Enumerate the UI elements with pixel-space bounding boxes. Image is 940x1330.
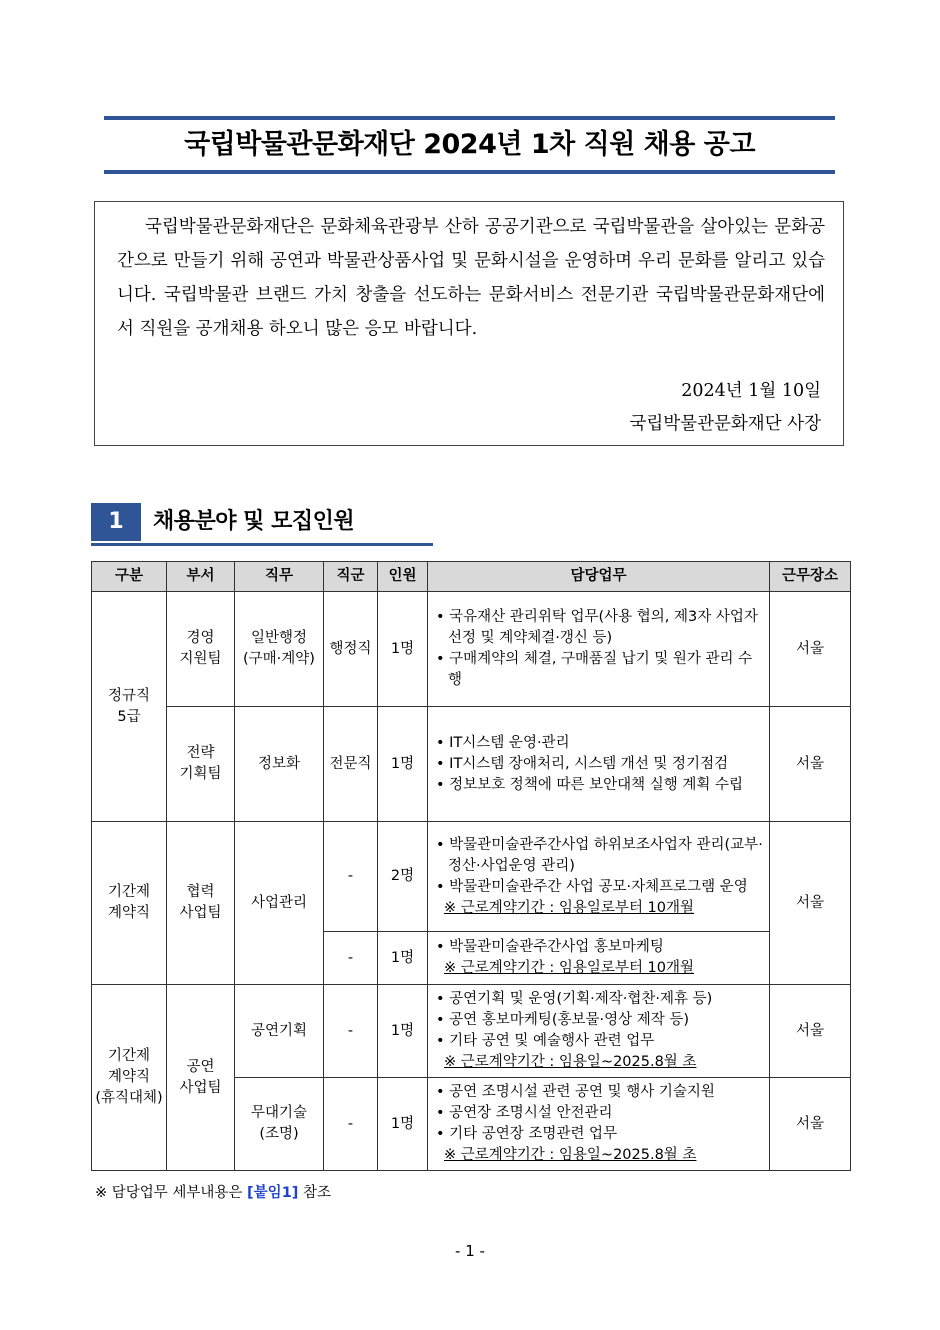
job-cell: 공연기획: [235, 985, 324, 1078]
duties-cell: [428, 985, 770, 1078]
job-group-cell: -: [324, 985, 378, 1078]
header-job: 직무: [235, 562, 324, 592]
footnote-suffix: 참조: [298, 1185, 332, 1201]
header-job-group: 직군: [324, 562, 378, 592]
duties-cell: [428, 592, 770, 707]
headcount-cell: 1명: [378, 985, 428, 1078]
header-department: 부서: [167, 562, 235, 592]
page-title: 국립박물관문화재단 2024년 1차 직원 채용 공고: [184, 129, 755, 160]
duties-cell: [428, 1078, 770, 1171]
notice-signature: 국립박물관문화재단 사장: [629, 414, 821, 434]
job-cell: 사업관리: [235, 822, 324, 985]
headcount-cell: 1명: [378, 592, 428, 707]
location-cell: 서울: [770, 1078, 851, 1171]
duty-item: • 공연 조명시설 관련 공연 및 행사 기술지원: [434, 1082, 765, 1103]
job-group-cell: -: [324, 822, 378, 932]
notice-box: [94, 201, 844, 446]
location-cell: 서울: [770, 822, 851, 985]
header-location: 근무장소: [770, 562, 851, 592]
page-number: - 1 -: [455, 1242, 485, 1260]
duty-item: • 국유재산 관리위탁 업무(사용 협의, 제3자 사업자 선정 및 계약체결·갱신 등): [434, 607, 765, 649]
job-cell: 일반행정 (구매·계약): [235, 592, 324, 707]
duty-item: • IT시스템 장애처리, 시스템 개선 및 정기점검: [434, 754, 765, 775]
header-category: 구분: [92, 562, 167, 592]
duty-item: • 정보보호 정책에 따른 보안대책 실행 계획 수립: [434, 775, 765, 796]
table-row: [92, 707, 851, 822]
duty-item: • 박물관미술관주간 사업 공모·자체프로그램 운영: [434, 877, 765, 898]
department-cell: 전략 기획팀: [167, 707, 235, 822]
contract-note: ※ 근로계약기간 : 임용일로부터 10개월: [444, 899, 695, 916]
duty-item: • 박물관미술관주간사업 하위보조사업자 관리(교부·정산·사업운영 관리): [434, 835, 765, 877]
footnote-reference: [붙임1]: [247, 1185, 299, 1201]
department-cell: 협력 사업팀: [167, 822, 235, 985]
section-number: 1: [91, 503, 141, 541]
table-header-row: [92, 562, 851, 592]
job-cell: 무대기술 (조명): [235, 1078, 324, 1171]
headcount-cell: 1명: [378, 707, 428, 822]
recruit-table: [91, 561, 851, 1171]
duty-item: • 박물관미술관주간사업 홍보마케팅: [434, 937, 765, 958]
section-title: 채용분야 및 모집인원: [153, 509, 355, 534]
section-heading: [91, 503, 433, 546]
header-duties: 담당업무: [428, 562, 770, 592]
duty-item: • 구매계약의 체결, 구매품질 납기 및 원가 관리 수행: [434, 649, 765, 691]
contract-note: ※ 근로계약기간 : 임용일~2025.8월 초: [444, 1054, 697, 1070]
notice-date: 2024년 1월 10일: [681, 381, 821, 401]
duty-item: • 기타 공연 및 예술행사 관련 업무: [434, 1031, 765, 1052]
category-cell: 기간제 계약직: [92, 822, 167, 985]
job-group-cell: 행정직: [324, 592, 378, 707]
duty-item: • 기타 공연장 조명관련 업무: [434, 1124, 765, 1145]
table-row: [92, 822, 851, 932]
notice-body: 국립박물관문화재단은 문화체육관광부 산하 공공기관으로 국립박물관을 살아있는 문화공간으로 만들기 위해 공연과 박물관상품사업 및 문화시설을 운영하며 우리 문화를 알리고 있습니다. 국립박물관 브랜드 가치 창출을 선도하는 문화서비스 전문기관 국립박물관문화재단에서 직원을 공개채용 하오니 많은 응모 바랍니다.: [117, 217, 825, 339]
job-group-cell: -: [324, 1078, 378, 1171]
header-headcount: 인원: [378, 562, 428, 592]
location-cell: 서울: [770, 985, 851, 1078]
footnote: [95, 1182, 331, 1204]
duty-item: • 공연 홍보마케팅(홍보물·영상 제작 등): [434, 1010, 765, 1031]
duties-cell: [428, 932, 770, 985]
title-rule-bottom: [104, 170, 835, 174]
contract-note: ※ 근로계약기간 : 임용일~2025.8월 초: [444, 1147, 697, 1163]
job-cell: 정보화: [235, 707, 324, 822]
job-group-cell: 전문직: [324, 707, 378, 822]
category-cell: 기간제 계약직 (휴직대체): [92, 985, 167, 1171]
department-cell: 경영 지원팀: [167, 592, 235, 707]
title-block: [104, 116, 835, 174]
table-row: [92, 985, 851, 1078]
table-row: [92, 592, 851, 707]
department-cell: 공연 사업팀: [167, 985, 235, 1171]
contract-note: ※ 근로계약기간 : 임용일로부터 10개월: [444, 960, 695, 976]
duty-item: • 공연기획 및 운영(기획·제작·협찬·제휴 등): [434, 989, 765, 1010]
location-cell: 서울: [770, 707, 851, 822]
duties-cell: [428, 822, 770, 932]
headcount-cell: 1명: [378, 1078, 428, 1171]
location-cell: 서울: [770, 592, 851, 707]
duty-item: • IT시스템 운영·관리: [434, 733, 765, 754]
duties-cell: [428, 707, 770, 822]
job-group-cell: -: [324, 932, 378, 985]
headcount-cell: 2명: [378, 822, 428, 932]
duty-item: • 공연장 조명시설 안전관리: [434, 1103, 765, 1124]
footnote-prefix: ※ 담당업무 세부내용은: [95, 1185, 248, 1201]
category-cell: 정규직 5급: [92, 592, 167, 822]
headcount-cell: 1명: [378, 932, 428, 985]
